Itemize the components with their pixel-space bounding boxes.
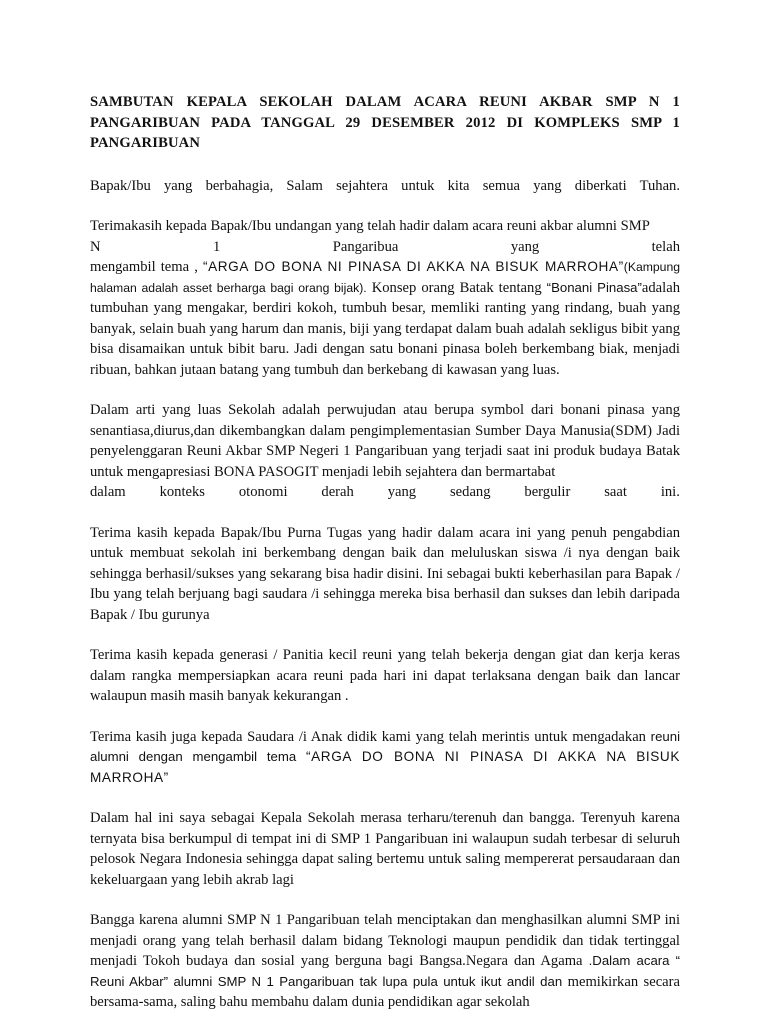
p7-text-3: memikirkan secara bersama-sama, saling bahu membahu dalam dunia pendidikan agar sekolah	[90, 973, 680, 1010]
theme-quote: “ARGA DO BONA NI PINASA DI AKKA NA BISUK MARROHA”	[202, 259, 624, 274]
p2-spread-word: yang	[387, 484, 417, 500]
p1-spread-word: yang	[510, 238, 540, 255]
document-title: SAMBUTAN KEPALA SEKOLAH DALAM ACARA REUNI AKBAR SMP N 1 PANGARIBUAN PADA TANGGAL 29 DESEMBER 2012 DI KOMPLEKS SMP 1 PANGARIBUAN	[90, 94, 680, 151]
paragraph-4: Terima kasih kepada generasi / Panitia kecil reuni yang telah bekerja dengan giat dan kerja keras dalam rangka mempersiapkan acara reuni pada hari ini dapat terlaksana dengan baik dan lancar walaupun masih masih banyak kekurangan .	[90, 647, 680, 704]
theme-meaning: (Kampung halaman adalah asset berharga bagi orang bijak).	[90, 260, 680, 295]
p2-spread-word: ini.	[660, 484, 680, 500]
p2-text: Dalam arti yang luas Sekolah adalah perwujudan atau berupa symbol dari bonani pinasa yang senantiasa,diurus,dan dikembangkan dalam pengimplementasian Sumber Daya Manusia(SDM) Jadi penyelenggaran Reuni Akbar SMP Negeri 1 Pangaribuan yang terjadi saat ini produk budaya Batak untuk mengapresiasi BONA PASOGIT menjadi lebih sejahtera dan bermartabat	[90, 402, 680, 480]
paragraph-1	[90, 216, 680, 380]
p2-spread-word: saat	[604, 484, 627, 500]
p2-spread-word: dalam	[90, 484, 126, 500]
p7-text-1: Bangga karena alumni SMP N 1 Pangaribuan telah menciptakan dan menghasilkan alumni SMP ini menjadi orang yang telah berhasil dalam bidang Teknologi maupun pendidik dan tidak tertinggal menjadi Tokoh budaya dan sosial yang berguna bagi Bangsa.Negara dan Agama	[90, 912, 680, 969]
p2-spread-line	[90, 482, 680, 503]
p1-spread-word: 1	[212, 238, 221, 255]
p2-spread-word: derah	[321, 484, 354, 500]
paragraph-6: Dalam hal ini saya sebagai Kepala Sekolah merasa terharu/terenuh dan bangga. Terenyuh karena ternyata bisa berkumpul di tempat ini di SMP 1 Pangaribuan ini walaupun sudah terbesar di seluruh pelosok Negara Indonesia sehingga dapat saling bertemu untuk saling mempererat persaudaraan dan kekeluargaan yang lebih akrab lagi	[90, 810, 680, 888]
document-body	[90, 92, 680, 1024]
bonani-pinasa-term: “Bonani Pinasa”	[546, 279, 642, 295]
p5-line-2-lead: reuni alumni dengan mengambil tema	[90, 728, 680, 764]
p7-text-2: .Dalam acara “ Reuni Akbar” alumni SMP N 1 Pangaribuan tak lupa pula untuk ikut andil dan	[90, 953, 680, 989]
p1-spread-word: Pangaribua	[332, 238, 399, 255]
p2-spread-word: sedang	[449, 484, 491, 500]
paragraph-7	[90, 910, 680, 1013]
paragraph-3: Terima kasih kepada Bapak/Ibu Purna Tugas yang hadir dalam acara ini yang penuh pengabdian untuk membuat sekolah ini berkembang dengan baik dan meluluskan siswa /i nya dengan baik sehingga berhasil/sukses yang sekarang bisa hadir disini. Ini sebagai bukti keberhasilan para Bapak / Ibu yang telah berjuang bagi saudara /i sehingga mereka bisa berhasil dan sukses dan lebih daripada Bapak / Ibu gurunya	[90, 524, 680, 623]
p1-line-3-lead: mengambil tema ,	[90, 259, 203, 275]
p5-line-1: Terima kasih juga kepada Saudara /i Anak didik kami yang telah merintis untuk mengadakan	[90, 728, 646, 745]
p2-spread-word: bergulir	[524, 484, 571, 500]
p1-spread-word: N	[90, 238, 101, 255]
p1-rest: adalah tumbuhan yang mengakar, berdiri kokoh, tumbuh besar, memliki ranting yang rindang, buah yang banyak, selain buah yang harum dan manis, biji yang terdapat dalam buah adalah sekligus bibit yang bisa disamaikan untuk bibit baru. Jadi dengan satu bonani pinasa boleh berkembang biak, menjadi ribuan, bahkan jutaan batang yang tumbuh dan berkebang di kawasan yang luas.	[90, 279, 680, 378]
greeting-paragraph: Bapak/Ibu yang berbahagia, Salam sejahtera untuk kita semua yang diberkati Tuhan.	[90, 177, 680, 194]
paragraph-2	[90, 400, 680, 503]
paragraph-5	[90, 727, 680, 789]
p1-concept-lead: Konsep orang Batak tentang	[366, 279, 547, 296]
p1-line-1: Terimakasih kepada Bapak/Ibu undangan yang telah hadir dalam acara reuni akbar alumni SMP	[90, 218, 650, 234]
theme-quote-2: “ARGA DO BONA NI PINASA DI AKKA NA BISUK MARROHA”	[90, 749, 680, 785]
p1-spread-line	[90, 237, 680, 258]
p2-spread-word: otonomi	[238, 484, 288, 500]
p1-spread-word: telah	[651, 238, 680, 255]
p2-spread-word: konteks	[159, 484, 205, 500]
